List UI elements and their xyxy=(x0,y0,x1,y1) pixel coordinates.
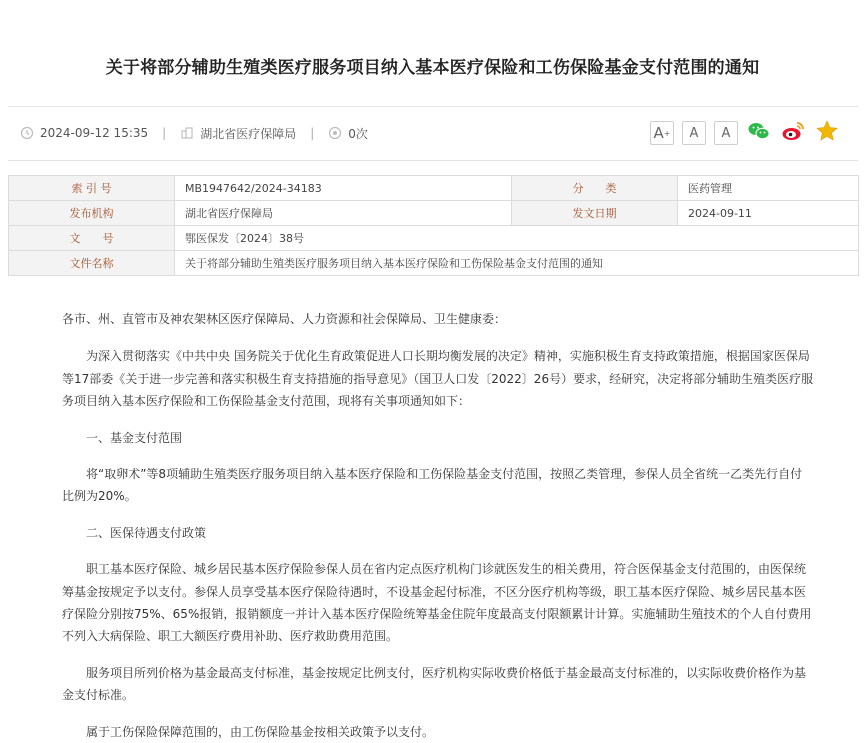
issue-date-label: 发文日期 xyxy=(512,201,678,226)
page-title: 关于将部分辅助生殖类医疗服务项目纳入基本医疗保险和工伤保险基金支付范围的通知 xyxy=(105,58,760,78)
organization-icon xyxy=(180,126,194,140)
section1-paragraph: 将“取卵术”等8项辅助生殖类医疗服务项目纳入基本医疗保险和工伤保险基金支付范围，按照乙类管理，参保人员全省统一乙类先行自付比例为20%。 xyxy=(62,467,803,504)
salutation: 各市、州、直管市及神农架林区医疗保障局、人力资源和社会保障局、卫生健康委： xyxy=(62,312,507,326)
favorite-star-icon[interactable] xyxy=(815,119,839,143)
table-row xyxy=(9,251,859,276)
document-name-label: 文件名称 xyxy=(9,251,175,276)
table-row xyxy=(9,226,859,251)
category-label: 分 类 xyxy=(512,176,678,201)
view-count: 0次 xyxy=(348,126,368,141)
index-value: MB1947642/2024-34183 xyxy=(175,176,512,201)
section2-paragraph-3: 属于工伤保险保障范围的，由工伤保险基金按相关政策予以支付。 xyxy=(86,724,435,739)
wechat-icon[interactable] xyxy=(747,119,771,143)
share-bar xyxy=(747,119,839,143)
view-count-icon xyxy=(328,126,342,140)
weibo-icon[interactable] xyxy=(781,119,805,143)
section2-paragraph-1: 职工基本医疗保险、城乡居民基本医疗保险参保人员在省内定点医疗机构门诊就医发生的相关费用，符合医保基金支付范围的，由医保统筹基金按规定予以支付。参保人员享受基本医疗保险待遇时，不设基金起付标准，不区分医疗机构等级，职工基本医疗保险、城乡居民基本医疗保险分别按75%、65%报销，报销额度一并计入基本医疗保险统筹基金住院年度最高支付限额累计计算。实施辅助生殖技术的个人自付费用不列入大病保险、职工大额医疗费用补助、医疗救助费用范围。 xyxy=(62,562,812,644)
document-name-value: 关于将部分辅助生殖类医疗服务项目纳入基本医疗保险和工伤保险基金支付范围的通知 xyxy=(175,251,859,276)
issuer-label: 发布机构 xyxy=(9,201,175,226)
table-row xyxy=(9,176,859,201)
section2-paragraph-2: 服务项目所列价格为基金最高支付标准，基金按规定比例支付，医疗机构实际收费价格低于基金最高支付标准的，以实际收费价格作为基金支付标准。 xyxy=(62,665,807,703)
font-size-controls xyxy=(650,121,738,145)
publish-datetime: 2024-09-12 15:35 xyxy=(40,126,149,140)
category-value: 医药管理 xyxy=(678,176,859,201)
meta-separator: | xyxy=(162,126,167,140)
section2-heading: 二、医保待遇支付政策 xyxy=(86,525,207,540)
index-label: 索 引 号 xyxy=(9,176,175,201)
font-size-small-button[interactable]: A xyxy=(714,121,738,145)
divider xyxy=(8,106,858,107)
section1-heading: 一、基金支付范围 xyxy=(86,430,183,445)
font-size-medium-button[interactable]: A xyxy=(682,121,706,145)
document-info-table xyxy=(8,175,859,276)
document-number-label: 文 号 xyxy=(9,226,175,251)
clock-icon xyxy=(20,126,34,140)
publisher-name: 湖北省医疗保障局 xyxy=(200,126,297,141)
issuer-value: 湖北省医疗保障局 xyxy=(175,201,512,226)
table-row xyxy=(9,201,859,226)
meta-bar xyxy=(20,120,368,146)
font-size-large-button[interactable]: A + xyxy=(650,121,674,145)
article-body xyxy=(62,308,814,743)
divider xyxy=(8,160,858,161)
intro-paragraph: 为深入贯彻落实《中共中央 国务院关于优化生育政策促进人口长期均衡发展的决定》精神，实施积极生育支持政策措施，根据国家医保局等17部委《关于进一步完善和落实积极生育支持措施的指导意见》（国卫人口发〔2022〕26号）要求，经研究，决定将部分辅助生殖类医疗服务项目纳入基本医疗保险和工伤保险基金支付范围，现将有关事项通知如下： xyxy=(62,349,814,409)
document-number-value: 鄂医保发〔2024〕38号 xyxy=(175,226,859,251)
meta-separator: | xyxy=(310,126,315,140)
issue-date-value: 2024-09-11 xyxy=(678,201,859,226)
